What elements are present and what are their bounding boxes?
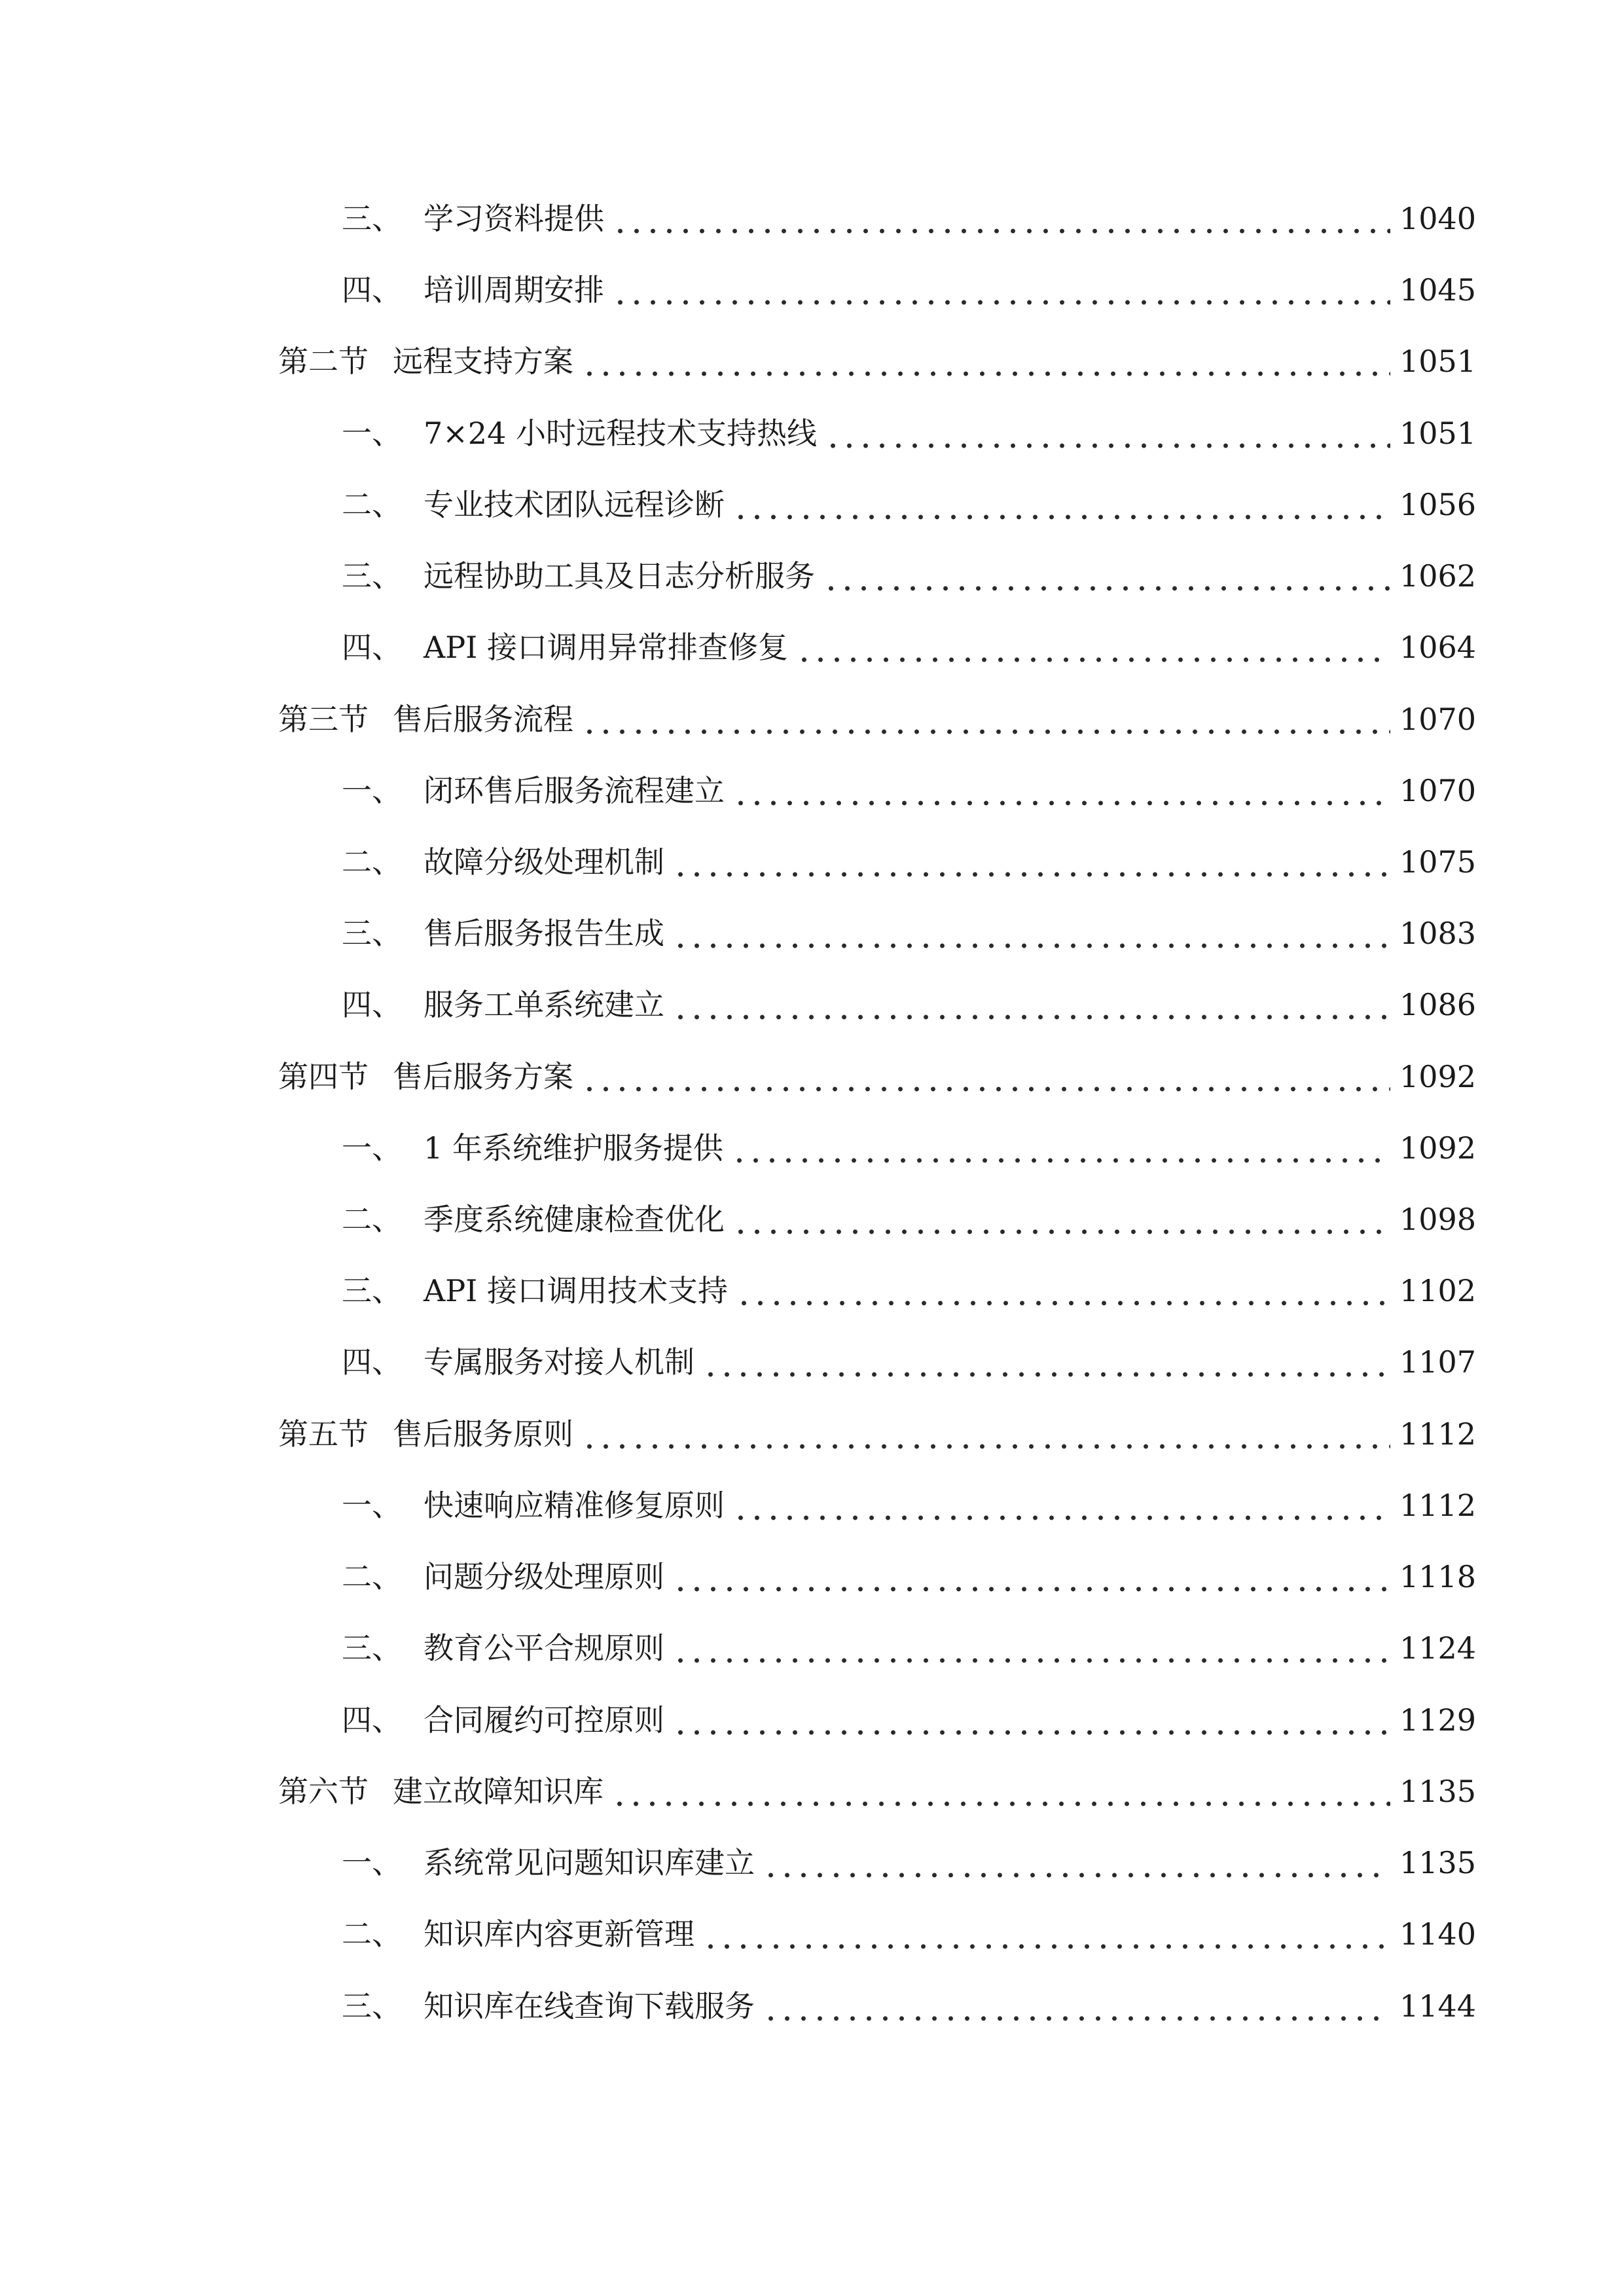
- dot-leader: [732, 1190, 1390, 1249]
- toc-entry-page: 1135: [1399, 1845, 1477, 1880]
- toc-entry-page: 1075: [1399, 844, 1477, 880]
- dot-leader: [732, 1476, 1390, 1535]
- dot-leader: [796, 618, 1390, 677]
- toc-entry-page: 1118: [1399, 1559, 1477, 1594]
- dot-leader: [581, 1405, 1390, 1463]
- toc-entry-page: 1092: [1399, 1130, 1477, 1166]
- toc-entry[interactable]: [342, 1905, 1477, 1964]
- toc-entry-title: 故障分级处理机制: [424, 844, 664, 880]
- toc-entry-number: 二、: [342, 1559, 402, 1594]
- toc-entry-title: 培训周期安排: [424, 272, 604, 308]
- toc-entry-number: 二、: [342, 1916, 402, 1952]
- toc-section-title: 售后服务原则: [393, 1416, 573, 1452]
- toc-entry-page: 1045: [1399, 272, 1477, 308]
- toc-entry-page: 1062: [1399, 558, 1477, 594]
- toc-entry-title: 教育公平合规原则: [424, 1630, 664, 1666]
- toc-entry[interactable]: [342, 904, 1477, 963]
- dot-leader: [672, 1619, 1390, 1677]
- toc-entry-number: 四、: [342, 1344, 402, 1380]
- toc-entry[interactable]: [342, 1119, 1477, 1177]
- toc-section-number: 第二节: [278, 344, 369, 379]
- toc-entry-title: 系统常见问题知识库建立: [424, 1845, 755, 1880]
- toc-entry[interactable]: [342, 618, 1477, 677]
- toc-entry[interactable]: [342, 761, 1477, 820]
- toc-entry-page: 1102: [1399, 1273, 1477, 1308]
- toc-entry-number: 二、: [342, 844, 402, 880]
- toc-section[interactable]: [278, 1405, 1477, 1463]
- toc-entry-page: 1056: [1399, 487, 1477, 522]
- toc-section-number: 第四节: [278, 1059, 369, 1094]
- toc-entry-title: 1 年系统维护服务提供: [424, 1130, 723, 1166]
- dot-leader: [702, 1333, 1390, 1391]
- dot-leader: [581, 332, 1390, 391]
- toc-section-title: 远程支持方案: [393, 344, 573, 379]
- toc-entry-number: 二、: [342, 1202, 402, 1237]
- toc-entry-number: 三、: [342, 1273, 402, 1308]
- toc-entry-title: 远程协助工具及日志分析服务: [424, 558, 815, 594]
- toc-entry-number: 四、: [342, 1702, 402, 1738]
- dot-leader: [612, 189, 1390, 248]
- toc-entry-title: 闭环售后服务流程建立: [424, 773, 725, 808]
- toc-entry-page: 1086: [1399, 987, 1477, 1022]
- toc-entry[interactable]: [342, 833, 1477, 891]
- toc-entry-title: 服务工单系统建立: [424, 987, 664, 1022]
- toc-entry-title: API 接口调用异常排查修复: [424, 630, 788, 665]
- dot-leader: [763, 1977, 1390, 2036]
- toc-entry-title: 售后服务报告生成: [424, 916, 664, 951]
- toc-section-title: 售后服务流程: [393, 702, 573, 737]
- toc-entry[interactable]: [342, 1547, 1477, 1606]
- dot-leader: [732, 475, 1390, 534]
- dot-leader: [763, 1833, 1390, 1892]
- toc-entry-number: 一、: [342, 1488, 402, 1523]
- toc-entry-number: 三、: [342, 916, 402, 951]
- toc-entry-number: 一、: [342, 1130, 402, 1166]
- toc-entry[interactable]: [342, 1190, 1477, 1249]
- toc-entry-title: 问题分级处理原则: [424, 1559, 664, 1594]
- toc-entry[interactable]: [342, 1619, 1477, 1677]
- toc-section-page: 1051: [1399, 344, 1477, 379]
- dot-leader: [823, 547, 1390, 605]
- toc-section-number: 第三节: [278, 702, 369, 737]
- dot-leader: [612, 260, 1390, 319]
- toc-entry-page: 1124: [1399, 1630, 1477, 1666]
- toc-entry[interactable]: [342, 1261, 1477, 1320]
- toc-entry-title: 7×24 小时远程技术支持热线: [424, 416, 817, 451]
- toc-entry-page: 1140: [1399, 1916, 1477, 1952]
- toc-section-page: 1092: [1399, 1059, 1477, 1094]
- toc-entry-number: 二、: [342, 487, 402, 522]
- toc-entry[interactable]: [342, 189, 1477, 248]
- toc-entry-number: 三、: [342, 558, 402, 594]
- toc-entry-title: 快速响应精准修复原则: [424, 1488, 725, 1523]
- toc-entry-title: 知识库在线查询下载服务: [424, 1988, 755, 2024]
- dot-leader: [581, 690, 1390, 749]
- toc-entry-page: 1083: [1399, 916, 1477, 951]
- toc-entry-title: 季度系统健康检查优化: [424, 1202, 725, 1237]
- toc-section-title: 建立故障知识库: [393, 1774, 604, 1809]
- toc-section[interactable]: [278, 332, 1477, 391]
- toc-entry[interactable]: [342, 975, 1477, 1034]
- dot-leader: [672, 975, 1390, 1034]
- toc-entry[interactable]: [342, 1833, 1477, 1892]
- dot-leader: [581, 1047, 1390, 1106]
- toc-entry-number: 一、: [342, 1845, 402, 1880]
- dot-leader: [731, 1119, 1390, 1177]
- toc-entry[interactable]: [342, 475, 1477, 534]
- dot-leader: [672, 1547, 1390, 1606]
- toc-entry[interactable]: [342, 260, 1477, 319]
- toc-entry-title: 合同履约可控原则: [424, 1702, 664, 1738]
- toc-section-page: 1135: [1399, 1774, 1477, 1809]
- dot-leader: [702, 1905, 1390, 1964]
- toc-section[interactable]: [278, 690, 1477, 749]
- toc-entry[interactable]: [342, 1333, 1477, 1391]
- toc-entry-page: 1064: [1399, 630, 1477, 665]
- toc-entry-title: 知识库内容更新管理: [424, 1916, 695, 1952]
- dot-leader: [611, 1762, 1390, 1821]
- toc-section-page: 1070: [1399, 702, 1477, 737]
- toc-entry-number: 四、: [342, 272, 402, 308]
- toc-entry-title: 专业技术团队远程诊断: [424, 487, 725, 522]
- toc-entry-page: 1144: [1399, 1988, 1477, 2024]
- toc-entry[interactable]: [342, 1691, 1477, 1749]
- toc-entry-number: 四、: [342, 630, 402, 665]
- dot-leader: [825, 404, 1390, 463]
- toc-section[interactable]: [278, 1047, 1477, 1106]
- dot-leader: [732, 761, 1390, 820]
- dot-leader: [736, 1261, 1390, 1320]
- toc-entry[interactable]: [342, 404, 1477, 463]
- toc-entry[interactable]: [342, 1977, 1477, 2036]
- toc-entry-number: 四、: [342, 987, 402, 1022]
- dot-leader: [672, 833, 1390, 891]
- toc-entry-page: 1112: [1399, 1488, 1477, 1523]
- toc-entry-number: 三、: [342, 201, 402, 236]
- toc-entry-page: 1051: [1399, 416, 1477, 451]
- toc-entry-page: 1098: [1399, 1202, 1477, 1237]
- toc-entry[interactable]: [342, 547, 1477, 605]
- toc-entry-page: 1070: [1399, 773, 1477, 808]
- toc-entry-title: 学习资料提供: [424, 201, 604, 236]
- toc-entry-number: 三、: [342, 1988, 402, 2024]
- dot-leader: [672, 1691, 1390, 1749]
- toc-entry-page: 1107: [1399, 1344, 1477, 1380]
- dot-leader: [672, 904, 1390, 963]
- toc-entry-number: 一、: [342, 773, 402, 808]
- toc-entry-page: 1129: [1399, 1702, 1477, 1738]
- toc-entry[interactable]: [342, 1476, 1477, 1535]
- toc-entry-page: 1040: [1399, 201, 1477, 236]
- toc-section[interactable]: [278, 1762, 1477, 1821]
- toc-section-number: 第五节: [278, 1416, 369, 1452]
- toc-section-number: 第六节: [278, 1774, 369, 1809]
- toc-entry-title: API 接口调用技术支持: [424, 1273, 728, 1308]
- toc-section-page: 1112: [1399, 1416, 1477, 1452]
- toc-entry-number: 三、: [342, 1630, 402, 1666]
- toc-entry-number: 一、: [342, 416, 402, 451]
- toc-section-title: 售后服务方案: [393, 1059, 573, 1094]
- toc-entry-title: 专属服务对接人机制: [424, 1344, 695, 1380]
